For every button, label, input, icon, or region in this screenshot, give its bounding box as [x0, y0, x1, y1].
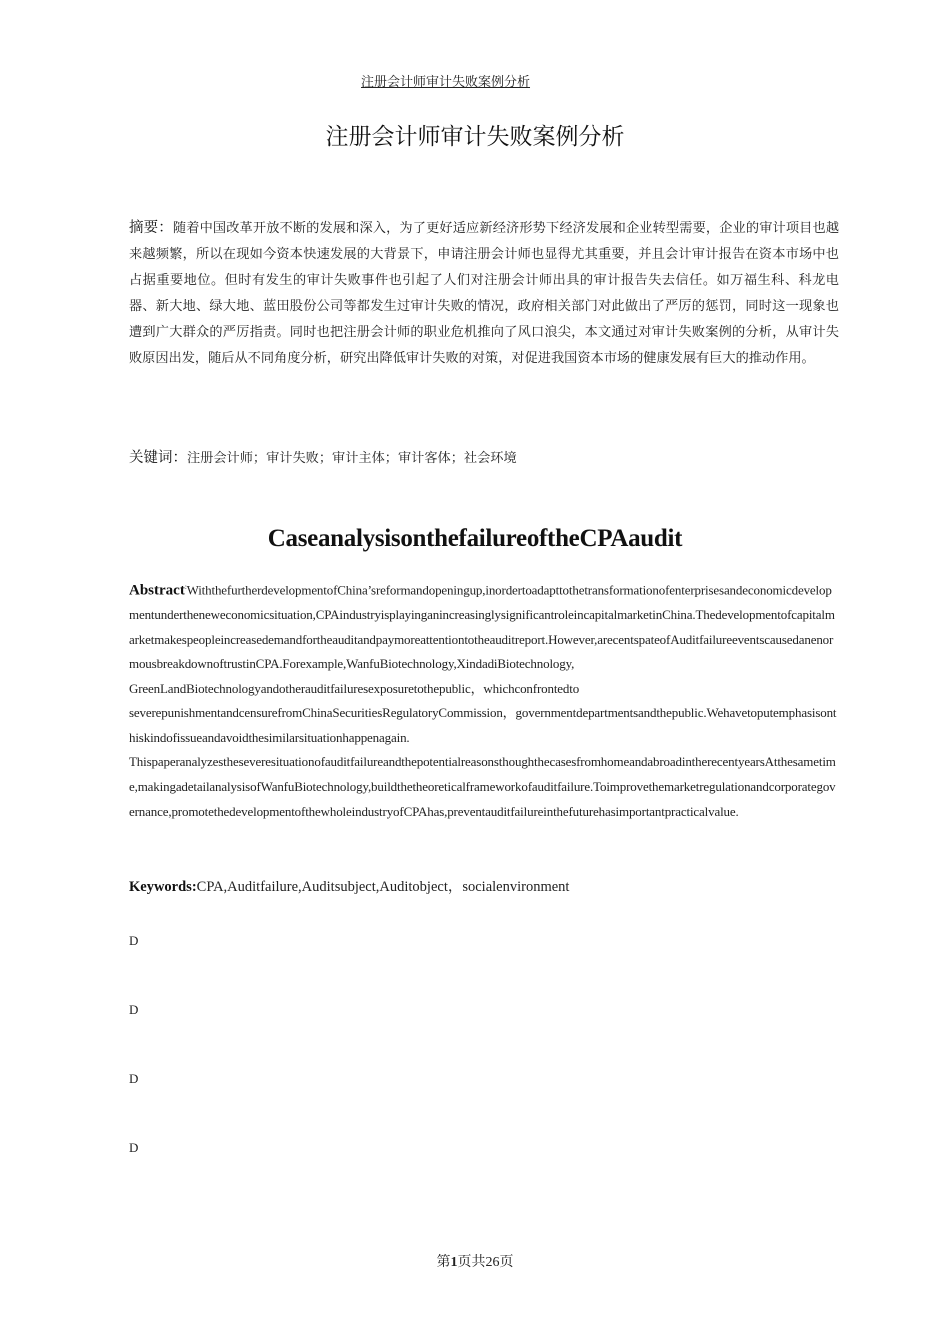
- english-abstract-label: Abstract: [129, 582, 185, 599]
- english-abstract: [129, 575, 839, 824]
- english-abstract-para-1: [129, 575, 839, 677]
- chinese-abstract-label: 摘要：: [129, 220, 173, 236]
- english-abstract-para-2: GreenLandBiotechnologyandotherauditfailuresexposuretothepublic，whichconfrontedto: [129, 680, 580, 696]
- header-link[interactable]: 注册会计师审计失败案例分析: [361, 75, 531, 90]
- chinese-abstract: [129, 215, 839, 372]
- placeholder-line: D: [129, 1140, 139, 1155]
- footer-total-pages: 26: [485, 1255, 500, 1270]
- english-abstract-para-4: ThispaperanalyzestheseveresituationofauditfailureandthepotentialreasonsthoughthecasesfromhomeandabroadintherecentyearsAtthesametime,makingadetailanalysisofWanfuBiotechnology,buildthetheoreticalframeworkofauditfailure.Toimprovethemarketregulationandcorporategovernance,promotethedevelopmentofthewholeindustryofCPAhas,preventauditfailureinthefuturehasimportantpracticalvalue.: [129, 754, 836, 819]
- chinese-abstract-text: 随着中国改革开放不断的发展和深入，为了更好适应新经济形势下经济发展和企业转型需要，企业的审计项目也越来越频繁，所以在现如今资本快速发展的大背景下，申请注册会计师也显得尤其重要，并且会计审计报告在资本市场中也占据重要地位。但时有发生的审计失败事件也引起了人们对注册会计师出具的审计报告失去信任。如万福生科、科龙电器、新大地、绿大地、蓝田股份公司等都发生过审计失败的情况，政府相关部门对此做出了严厉的惩罚，同时这一现象也遭到广大群众的严厉指责。同时也把注册会计师的职业危机推向了风口浪尖，本文通过对审计失败案例的分析，从审计失败原因出发，随后从不同角度分析，研究出降低审计失败的对策，对促进我国资本市场的健康发展有巨大的推动作用。: [129, 221, 840, 366]
- english-keywords: [129, 876, 839, 898]
- footer-middle: 页共: [457, 1255, 486, 1270]
- english-abstract-mark: :: [184, 583, 187, 591]
- english-keywords-text: CPA,Auditfailure,Auditsubject,Auditobject，socialenvironment: [196, 879, 570, 895]
- chinese-keywords-text: 注册会计师；审计失败；审计主体；审计客体；社会环境: [187, 451, 517, 466]
- footer-prefix: 第: [436, 1255, 451, 1270]
- placeholder-line: D: [129, 933, 139, 948]
- chinese-keywords: [129, 446, 839, 471]
- page-footer: [0, 1251, 950, 1271]
- chinese-keywords-label: 关键词：: [129, 450, 187, 466]
- english-abstract-text-1: WiththefurtherdevelopmentofChina’sreformandopeningup,inordertoadapttothetransformationofenterprisesandeconomicdevelopmentundertheneweconomicsituation,CPAindustryisplayinganincreasinglysignificantroleincapitalmarketinChina.Thedevelopmentofcapitalmarketmakespeopleincreasedemandfortheauditandpaymoreattentiontotheauditreport.However,arecentspateofAuditfailureeventscausedanenormousbreakdownoftrustinCPA.Forexample,WanfuBiotechnology,XindadiBiotechnology,: [129, 582, 835, 672]
- english-keywords-label: Keywords:: [129, 879, 197, 895]
- english-title: CaseanalysisonthefailureoftheCPAaudit: [267, 525, 683, 552]
- chinese-title: 注册会计师审计失败案例分析: [325, 124, 625, 150]
- footer-page-number: 1: [450, 1255, 458, 1270]
- english-abstract-para-3: severepunishmentandcensurefromChinaSecuritiesRegulatoryCommission，governmentdepartmentsandthepublic.Wehavetoputemphasisonthiskindofissueandavoidthesimilarsituationhappenagain.: [129, 705, 837, 745]
- footer-suffix: 页: [499, 1255, 514, 1270]
- placeholder-line: D: [129, 1002, 139, 1017]
- placeholder-line: D: [129, 1071, 139, 1086]
